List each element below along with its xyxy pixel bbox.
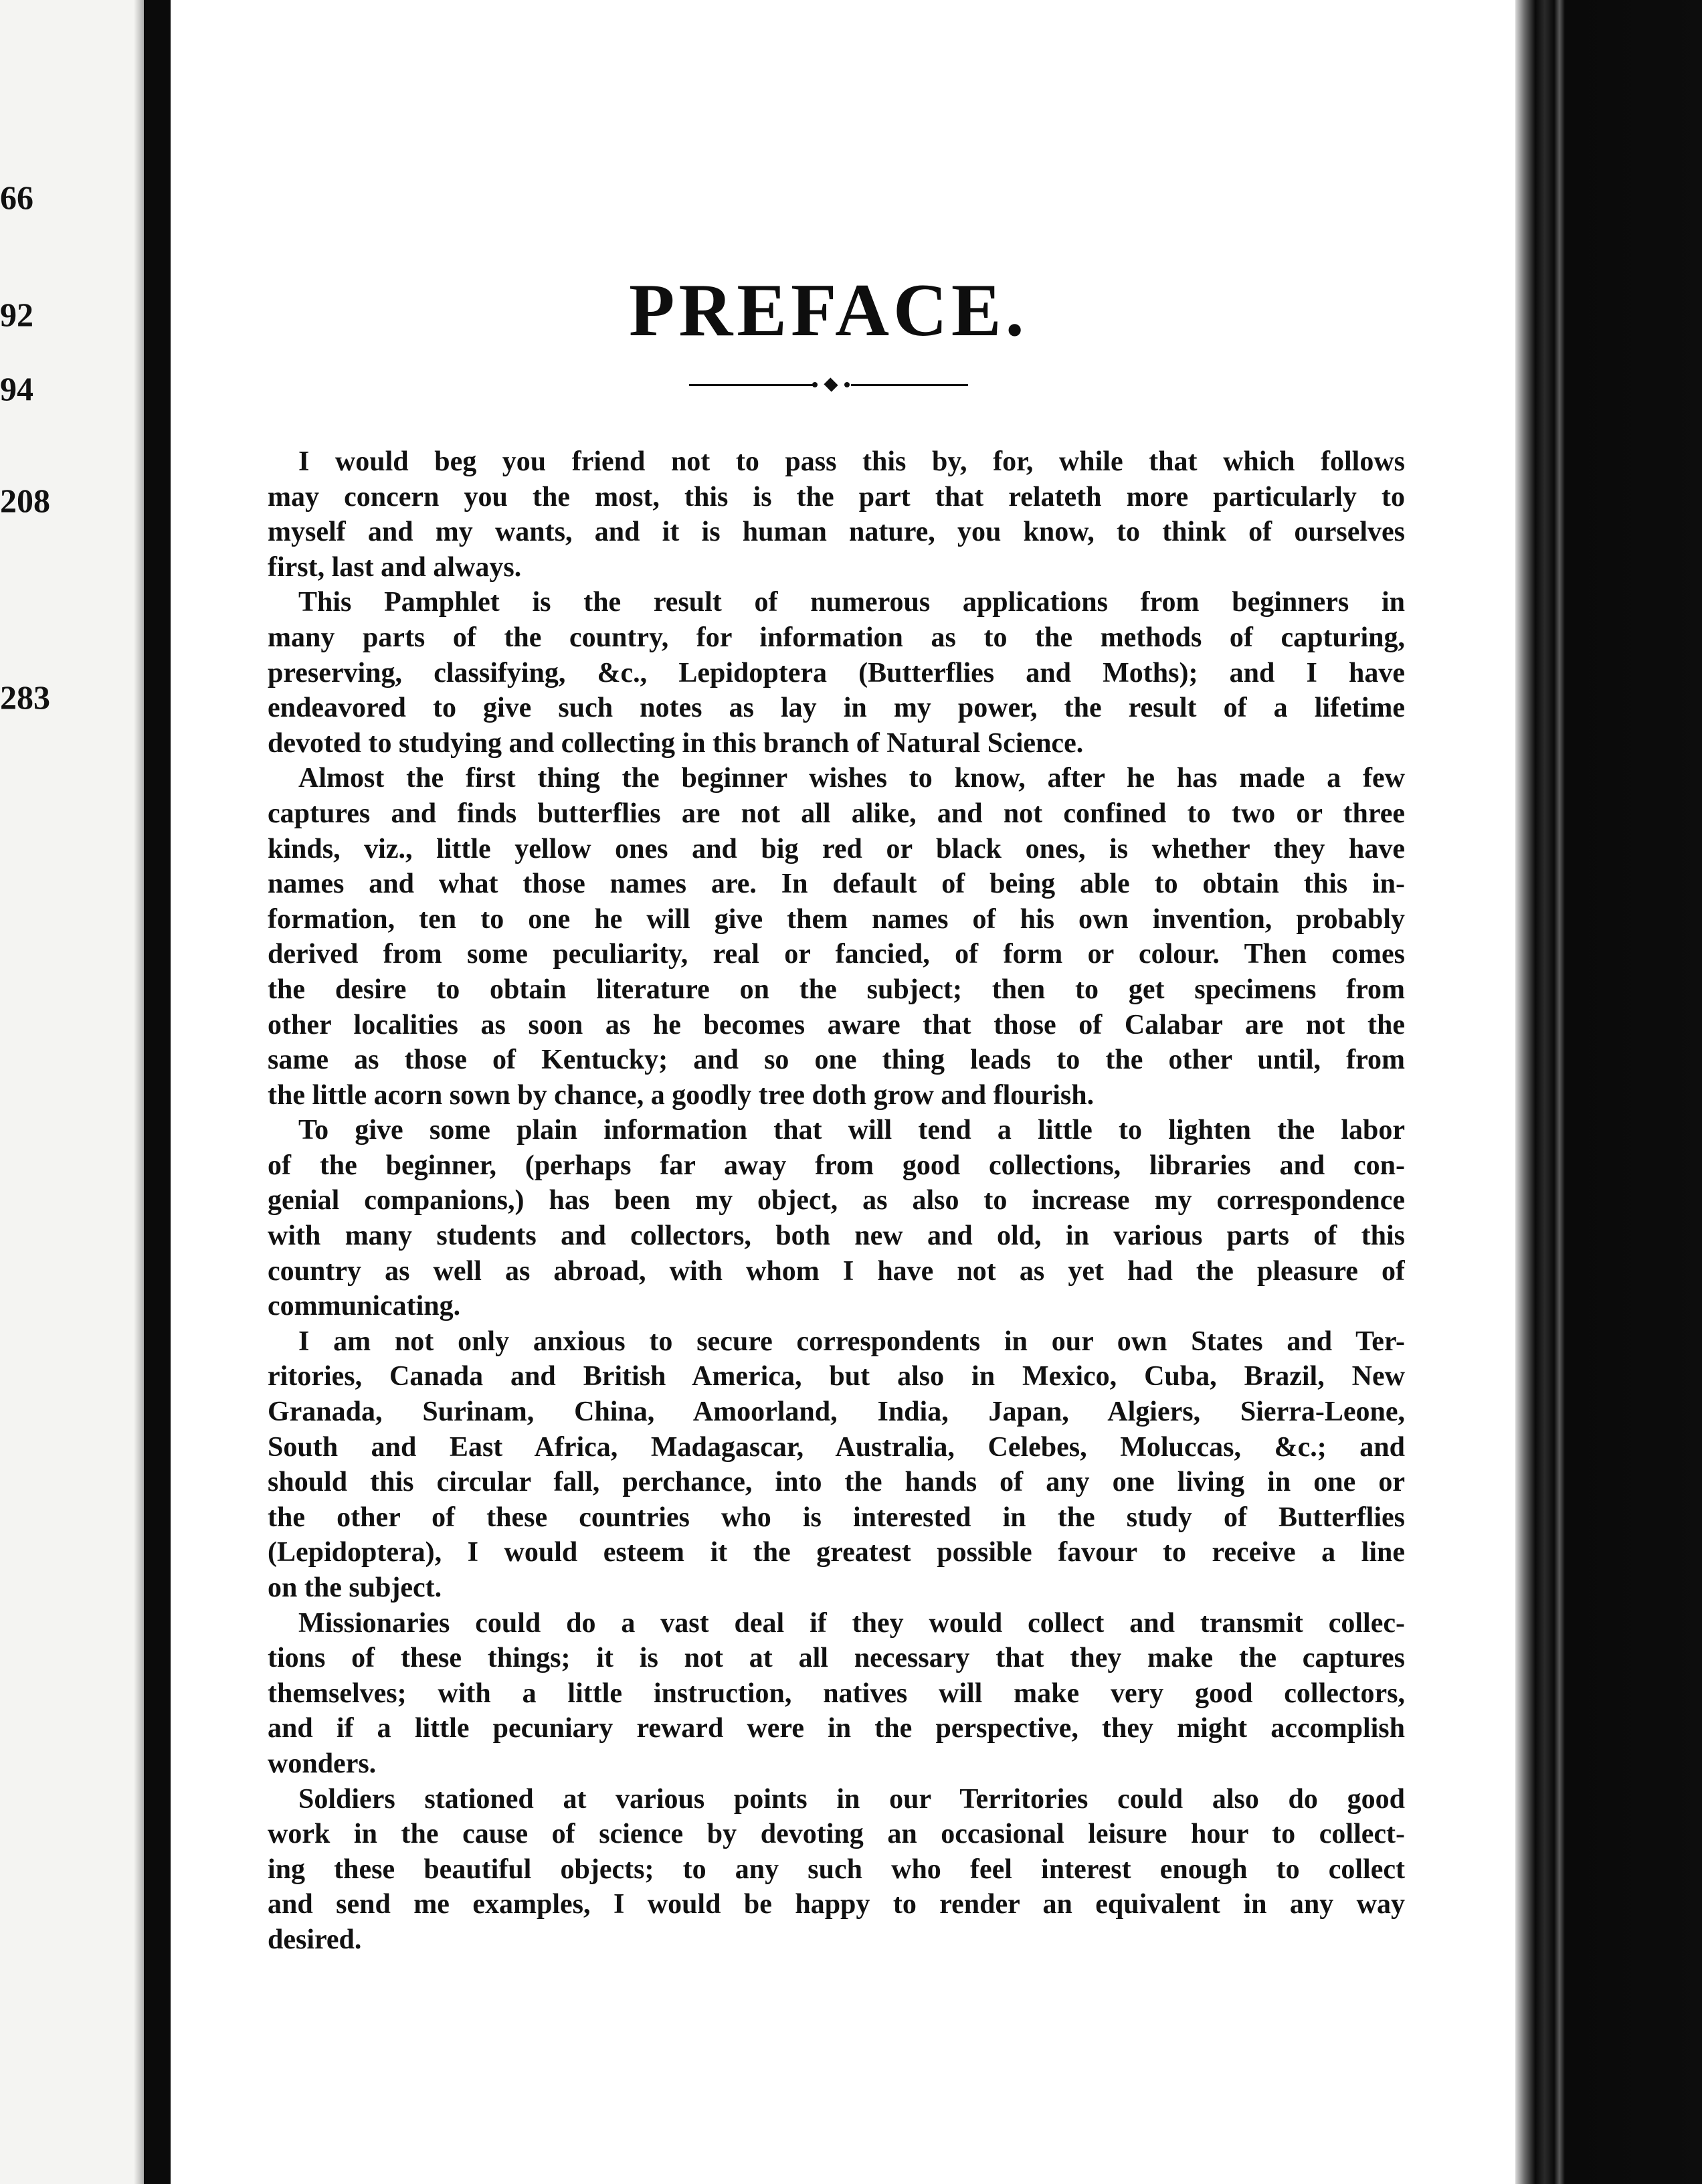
text-line: names and what those names are. In default of being able to obtain this in- bbox=[268, 869, 1405, 900]
facing-page-number-3: 94 bbox=[0, 370, 33, 407]
text-line: same as those of Kentucky; and so one thing leads to the other until, from bbox=[268, 1044, 1405, 1076]
rule-right bbox=[851, 384, 968, 386]
text-line: and if a little pecuniary reward were in the perspective, they might accomplish bbox=[268, 1713, 1405, 1744]
text-line: devoted to studying and collecting in this branch of Natural Science. bbox=[268, 727, 1084, 759]
text-line: Missionaries could do a vast deal if they would collect and transmit collec- bbox=[298, 1607, 1405, 1639]
text-line: (Lepidoptera), I would esteem it the greatest possible favour to receive a line bbox=[268, 1537, 1405, 1568]
text-line: preserving, classifying, &c., Lepidoptera (Butterflies and Moths); and I have bbox=[268, 657, 1405, 689]
text-line: To give some plain information that will tend a little to lighten the labor bbox=[298, 1115, 1405, 1146]
book-gutter bbox=[144, 0, 171, 2184]
text-line: the other of these countries who is interested in the study of Butterflies bbox=[268, 1502, 1405, 1533]
text-line: South and East Africa, Madagascar, Australia, Celebes, Moluccas, &c.; and bbox=[268, 1431, 1405, 1463]
text-line: endeavored to give such notes as lay in my power, the result of a lifetime bbox=[268, 693, 1405, 724]
rule-dot-right bbox=[844, 382, 850, 387]
text-line: myself and my wants, and it is human nature, you know, to think of ourselves bbox=[268, 517, 1405, 548]
text-line: may concern you the most, this is the part that relateth more particularly to bbox=[268, 481, 1405, 513]
text-line: Granada, Surinam, China, Amoorland, India, Japan, Algiers, Sierra-Leone, bbox=[268, 1396, 1405, 1428]
text-line: I am not only anxious to secure correspondents in our own States and Ter- bbox=[298, 1326, 1405, 1357]
text-line: formation, ten to one he will give them names of his own invention, probably bbox=[268, 903, 1405, 935]
text-line: This Pamphlet is the result of numerous applications from beginners in bbox=[298, 587, 1405, 618]
text-line: tions of these things; it is not at all necessary that they make the captures bbox=[268, 1643, 1405, 1674]
facing-page-number-4: 208 bbox=[0, 482, 50, 519]
text-line: first, last and always. bbox=[268, 551, 522, 583]
text-line: genial companions,) has been my object, as also to increase my correspondence bbox=[268, 1185, 1405, 1216]
text-line: many parts of the country, for information as to the methods of capturing, bbox=[268, 622, 1405, 653]
text-line: captures and finds butterflies are not all alike, and not confined to two or three bbox=[268, 798, 1405, 829]
text-line: ing these beautiful objects; to any such who feel interest enough to collect bbox=[268, 1853, 1405, 1885]
text-line: desired. bbox=[268, 1924, 362, 1955]
text-line: of the beginner, (perhaps far away from good collections, libraries and con- bbox=[268, 1150, 1405, 1181]
text-line: the little acorn sown by chance, a goodly tree doth grow and flourish. bbox=[268, 1079, 1095, 1111]
facing-page-number-2: 92 bbox=[0, 296, 33, 333]
preface-body bbox=[268, 444, 1405, 1958]
text-line: I would beg you friend not to pass this by, for, while that which follows bbox=[298, 446, 1405, 477]
text-line: country as well as abroad, with whom I have not as yet had the pleasure of bbox=[268, 1255, 1405, 1287]
book-page-edges bbox=[1515, 0, 1702, 2184]
text-line: other localities as soon as he becomes aware that those of Calabar are not the bbox=[268, 1009, 1405, 1040]
text-line: on the subject. bbox=[268, 1572, 442, 1603]
facing-page-number-1: 66 bbox=[0, 179, 33, 216]
text-line: wonders. bbox=[268, 1748, 377, 1779]
text-line: should this circular fall, perchance, into the hands of any one living in one or bbox=[268, 1467, 1405, 1498]
text-line: themselves; with a little instruction, natives will make very good collectors, bbox=[268, 1677, 1405, 1709]
text-line: communicating. bbox=[268, 1291, 461, 1322]
text-line: and send me examples, I would be happy to render an equivalent in any way bbox=[268, 1889, 1405, 1920]
text-line: work in the cause of science by devoting an occasional leisure hour to collect- bbox=[268, 1819, 1405, 1850]
text-line: derived from some peculiarity, real or fancied, of form or colour. Then comes bbox=[268, 939, 1405, 970]
text-line: kinds, viz., little yellow ones and big red or black ones, is whether they have bbox=[268, 833, 1405, 864]
text-line: Almost the first thing the beginner wishes to know, after he has made a few bbox=[298, 763, 1405, 794]
facing-page-number-5: 283 bbox=[0, 678, 50, 716]
rule-left bbox=[689, 384, 816, 386]
rule-dot-left bbox=[812, 382, 818, 387]
text-line: ritories, Canada and British America, but also in Mexico, Cuba, Brazil, New bbox=[268, 1361, 1405, 1392]
text-line: the desire to obtain literature on the subject; then to get specimens from bbox=[268, 974, 1405, 1005]
page-title: PREFACE. bbox=[629, 269, 1028, 352]
text-line: Soldiers stationed at various points in our Territories could also do good bbox=[298, 1783, 1405, 1815]
text-line: with many students and collectors, both new and old, in various parts of this bbox=[268, 1220, 1405, 1252]
